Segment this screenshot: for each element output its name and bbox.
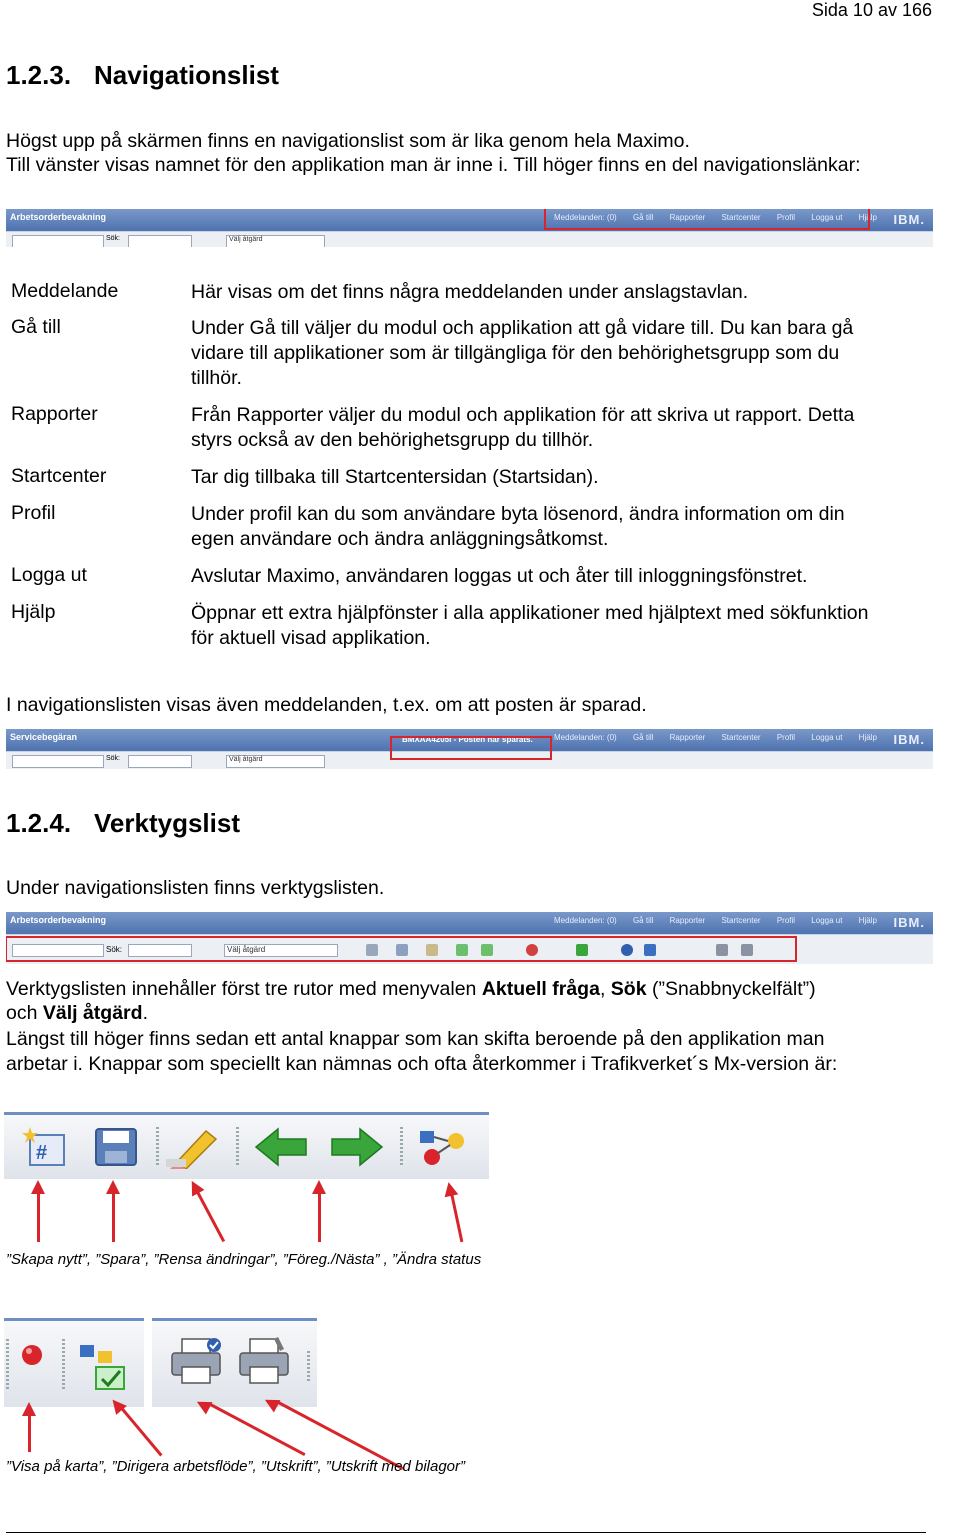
nav-link-rapporter[interactable]: Rapporter — [669, 213, 706, 222]
desc-line: Tar dig tillbaka till Startcentersidan (Startsidan). — [191, 466, 599, 488]
arrow-visa-pa-karta — [28, 1414, 31, 1452]
app-name: Servicebegäran — [10, 732, 78, 742]
nav-links — [554, 733, 891, 742]
section-heading-navigationslist — [6, 60, 279, 91]
nav-link-rapporter[interactable]: Rapporter — [669, 733, 706, 742]
term-hjalp: Hjälp — [11, 601, 56, 623]
toolbar-paragraph-2-line-2: arbetar i. Knappar som speciellt kan nämnas och ofta återkommer i Trafikverket´s Mx-version är: — [6, 1053, 838, 1075]
toolbar-icons-panel-2b — [152, 1318, 317, 1407]
nav-link-profil[interactable]: Profil — [776, 733, 796, 742]
toolbar-icons-panel-2a — [4, 1318, 144, 1407]
nav-link-profil[interactable]: Profil — [776, 916, 796, 925]
nav-link-logga-ut[interactable]: Logga ut — [811, 916, 843, 925]
ibm-logo: IBM. — [893, 732, 925, 747]
text: och — [6, 1002, 43, 1024]
arrow-andra-status — [450, 1193, 463, 1243]
bold-aktuell-fraga: Aktuell fråga — [481, 978, 600, 1000]
previous-icon[interactable] — [254, 1127, 308, 1167]
desc-line: för aktuell visad applikation. — [191, 627, 431, 649]
ibm-logo: IBM. — [893, 915, 925, 930]
toolbar-paragraph-1 — [6, 977, 816, 1002]
desc-line: Avslutar Maximo, användaren loggas ut och åter till inloggningsfönstret. — [191, 565, 808, 587]
message-paragraph: I navigationslisten visas även meddelanden, t.ex. om att posten är sparad. — [6, 694, 647, 716]
arrow-head — [186, 1178, 205, 1197]
nav-link-startcenter[interactable]: Startcenter — [721, 733, 761, 742]
nav-link-meddelanden[interactable]: Meddelanden: (0) — [554, 733, 617, 742]
arrow-dirigera — [120, 1407, 162, 1456]
nav-link-logga-ut[interactable]: Logga ut — [811, 733, 843, 742]
svg-text:#: # — [36, 1142, 48, 1164]
map-icon[interactable] — [20, 1343, 44, 1367]
app-name: Arbetsorderbevakning — [10, 915, 107, 925]
desc-line: Öppnar ett extra hjälpfönster i alla applikationer med hjälptext med sökfunktion — [191, 602, 869, 624]
intro-line-2: Till vänster visas namnet för den applikation man är inne i. Till höger finns en del navigationslänkar: — [6, 154, 861, 176]
term-profil: Profil — [11, 502, 56, 524]
print-icon[interactable] — [170, 1337, 224, 1387]
app-name: Arbetsorderbevakning — [10, 212, 107, 222]
text: Verktygslisten innehåller först tre rutor med menyvalen — [6, 978, 482, 1000]
nav-link-hjalp[interactable]: Hjälp — [858, 916, 877, 925]
desc-meddelande — [191, 280, 951, 305]
next-icon[interactable] — [330, 1127, 384, 1167]
system-message: BMXAA4205I - Posten har sparats. — [402, 735, 533, 744]
caption-icons-2: ”Visa på karta”, ”Dirigera arbetsflöde”, ”Utskrift”, ”Utskrift med bilagor” — [6, 1458, 466, 1475]
query-field[interactable] — [12, 235, 104, 247]
desc-profil — [191, 502, 951, 552]
term-meddelande: Meddelande — [11, 280, 119, 302]
nav-link-startcenter[interactable]: Startcenter — [721, 213, 761, 222]
term-logga-ut: Logga ut — [11, 564, 87, 586]
section-title: Verktygslist — [94, 808, 240, 838]
desc-ga-till — [191, 316, 951, 391]
caption-icons-1: ”Skapa nytt”, ”Spara”, ”Rensa ändringar”, ”Föreg./Nästa” , ”Ändra status — [6, 1251, 482, 1268]
desc-startcenter — [191, 465, 951, 490]
arrow-foreg-nasta — [318, 1192, 321, 1242]
new-record-icon[interactable] — [22, 1125, 70, 1169]
search-label: Sök: — [106, 755, 121, 762]
section-number: 1.2.4. — [6, 808, 72, 838]
nav-link-ga-till[interactable]: Gå till — [632, 733, 654, 742]
toolbar-separator — [156, 1127, 159, 1167]
arrow-spara — [112, 1192, 115, 1242]
nav-link-meddelanden[interactable]: Meddelanden: (0) — [554, 916, 617, 925]
action-select[interactable]: Välj åtgärd — [224, 944, 338, 957]
toolbar-separator — [400, 1127, 403, 1167]
bold-sok: Sök — [610, 978, 647, 1000]
toolbar-intro: Under navigationslisten finns verktygslisten. — [6, 877, 385, 899]
toolbar-separator — [62, 1339, 65, 1389]
nav-link-logga-ut[interactable]: Logga ut — [811, 213, 843, 222]
search-label: Sök: — [106, 945, 123, 954]
toolbar-separator — [6, 1339, 9, 1389]
term-startcenter: Startcenter — [11, 465, 107, 487]
toolbar-separator — [236, 1127, 239, 1167]
nav-link-profil[interactable]: Profil — [776, 213, 796, 222]
search-input[interactable] — [128, 755, 192, 768]
desc-line: vidare till applikationer som är tillgängliga för den behörighetsgrupp som du — [191, 342, 840, 364]
nav-link-meddelanden[interactable]: Meddelanden: (0) — [554, 213, 617, 222]
desc-hjalp — [191, 601, 951, 651]
nav-link-ga-till[interactable]: Gå till — [632, 916, 654, 925]
clear-changes-icon[interactable] — [166, 1125, 220, 1169]
highlight-message — [390, 736, 552, 760]
nav-link-startcenter[interactable]: Startcenter — [721, 916, 761, 925]
desc-line: egen användare och ändra anläggningsåtkomst. — [191, 528, 609, 550]
intro-line-1: Högst upp på skärmen finns en navigationslist som är lika genom hela Maximo. — [6, 130, 690, 152]
print-attachments-icon[interactable] — [238, 1337, 292, 1387]
save-icon[interactable] — [94, 1127, 138, 1167]
desc-line: styrs också av den behörighetsgrupp du tillhör. — [191, 429, 594, 451]
nav-link-hjalp[interactable]: Hjälp — [858, 213, 877, 222]
toolbar-paragraph-1b — [6, 1001, 148, 1026]
section-title: Navigationslist — [94, 60, 279, 90]
action-select[interactable]: Välj åtgärd — [226, 235, 325, 247]
nav-link-hjalp[interactable]: Hjälp — [858, 733, 877, 742]
desc-line: Under Gå till väljer du modul och applikation att gå vidare till. Du kan bara gå — [191, 317, 854, 339]
navbar-screenshot-1 — [6, 209, 933, 247]
highlight-toolbar — [6, 936, 797, 962]
arrow-rensa — [196, 1191, 225, 1242]
desc-line: tillhör. — [191, 367, 242, 389]
section-number: 1.2.3. — [6, 60, 72, 90]
ibm-logo: IBM. — [893, 212, 925, 227]
text: . — [142, 1002, 148, 1024]
desc-logga-ut — [191, 564, 951, 589]
navbar — [6, 912, 933, 934]
navbar-screenshot-2 — [6, 729, 933, 769]
query-field[interactable] — [12, 755, 104, 768]
arrow-skapa-nytt — [37, 1192, 40, 1242]
search-label: Sök: — [106, 235, 121, 242]
desc-line: Från Rapporter väljer du modul och applikation för att skriva ut rapport. Detta — [191, 404, 855, 426]
search-input[interactable] — [128, 235, 192, 247]
navbar-screenshot-3 — [6, 912, 933, 964]
toolbar-separator — [307, 1351, 310, 1381]
change-status-icon[interactable] — [416, 1127, 470, 1167]
nav-links — [554, 916, 891, 925]
footer-divider — [6, 1532, 926, 1533]
route-workflow-icon[interactable] — [78, 1341, 130, 1391]
nav-link-rapporter[interactable]: Rapporter — [669, 916, 706, 925]
toolbar-icons-panel-1 — [4, 1112, 489, 1179]
toolbar — [6, 231, 933, 247]
toolbar-paragraph-2-line-1: Längst till höger finns sedan ett antal knappar som kan skifta beroende på den applikation man — [6, 1028, 825, 1050]
text: , — [599, 978, 611, 1000]
section-heading-verktygslist — [6, 808, 240, 839]
term-ga-till: Gå till — [11, 316, 61, 338]
desc-line: Under profil kan du som användare byta lösenord, ändra information om din — [191, 503, 845, 525]
term-rapporter: Rapporter — [11, 403, 98, 425]
action-select[interactable]: Välj åtgärd — [226, 755, 325, 768]
highlight-nav-links — [544, 209, 870, 230]
bold-valj-atgard: Välj åtgärd — [42, 1002, 143, 1024]
text: (”Snabbnyckelfält”) — [646, 978, 816, 1000]
desc-rapporter — [191, 403, 951, 453]
page-number: Sida 10 av 166 — [811, 0, 932, 20]
desc-line: Här visas om det finns några meddelanden under anslagstavlan. — [191, 281, 749, 303]
nav-link-ga-till[interactable]: Gå till — [632, 213, 654, 222]
